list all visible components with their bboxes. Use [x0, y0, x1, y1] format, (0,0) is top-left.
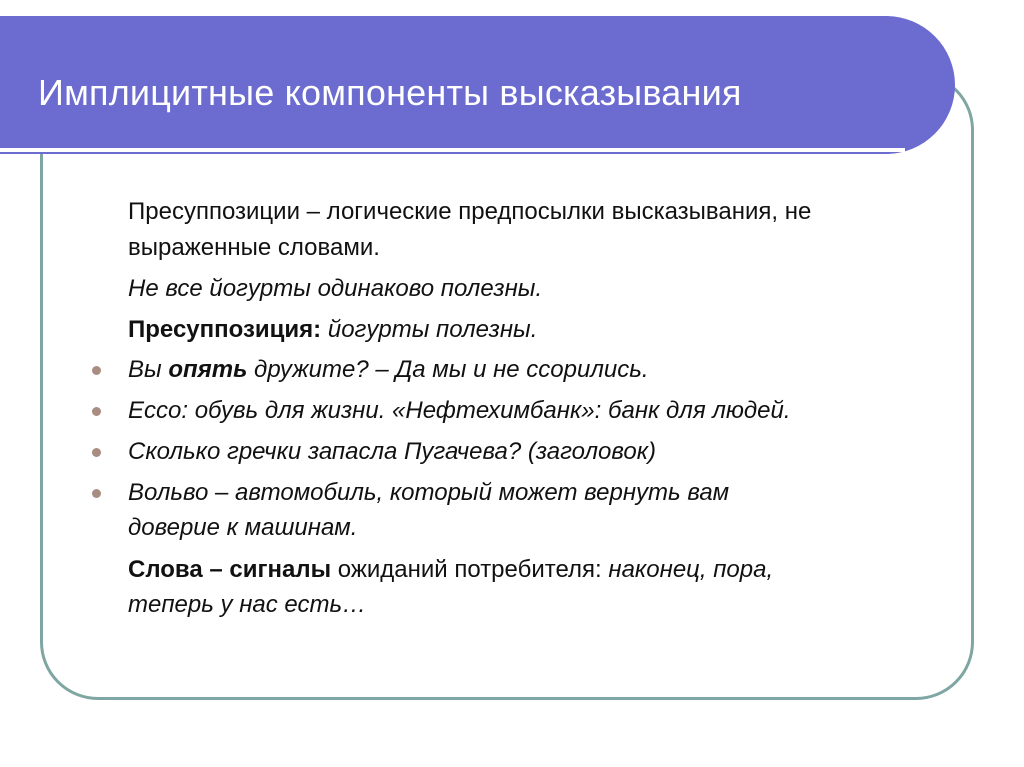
bullet-1-part1: Вы: [128, 356, 169, 383]
bullet-item-4-line1: [128, 475, 729, 510]
bullet-icon: [92, 407, 101, 416]
signals-line2: [128, 587, 366, 622]
slide-title: Имплицитные компоненты высказывания: [38, 72, 742, 113]
bullet-icon: [92, 489, 101, 498]
example-yogurt-text: Не все йогурты одинаково полезны.: [128, 275, 543, 302]
bullet-3-text: Сколько гречки запасла Пугачева? (заголовок): [128, 438, 657, 465]
signals-line1: [128, 552, 773, 587]
presupposition-definition-line2: выраженные словами.: [128, 234, 380, 261]
bullet-4-line1: Вольво – автомобиль, который может вернуть вам: [128, 479, 730, 506]
presupposition-label: Пресуппозиция:: [128, 316, 322, 343]
bullet-2-text: Ессо: обувь для жизни. «Нефтехимбанк»: банк для людей.: [128, 397, 791, 424]
presupposition-value: йогурты полезны.: [321, 316, 538, 343]
bullet-1-bold: опять: [168, 356, 248, 383]
bullet-item-3: [128, 434, 656, 469]
presupposition-example: [128, 312, 537, 347]
bullet-item-2: [128, 393, 791, 428]
bullet-item-4-line2: [128, 510, 357, 545]
bullet-4-line2: доверие к машинам.: [128, 514, 358, 541]
bullet-icon: [92, 448, 101, 457]
signals-italic1: наконец, пора,: [608, 556, 774, 583]
signals-bold: Слова – сигналы: [128, 556, 332, 583]
bullet-item-1: [128, 352, 649, 387]
presupposition-definition-line1: Пресуппозиции – логические предпосылки высказывания, не: [128, 198, 812, 225]
example-yogurt: [128, 271, 542, 306]
bullet-1-part2: дружите? – Да мы и не ссорились.: [247, 356, 649, 383]
bullet-icon: [92, 366, 101, 375]
signals-normal: ожиданий потребителя:: [331, 556, 609, 583]
signals-italic2: теперь у нас есть…: [128, 591, 367, 618]
